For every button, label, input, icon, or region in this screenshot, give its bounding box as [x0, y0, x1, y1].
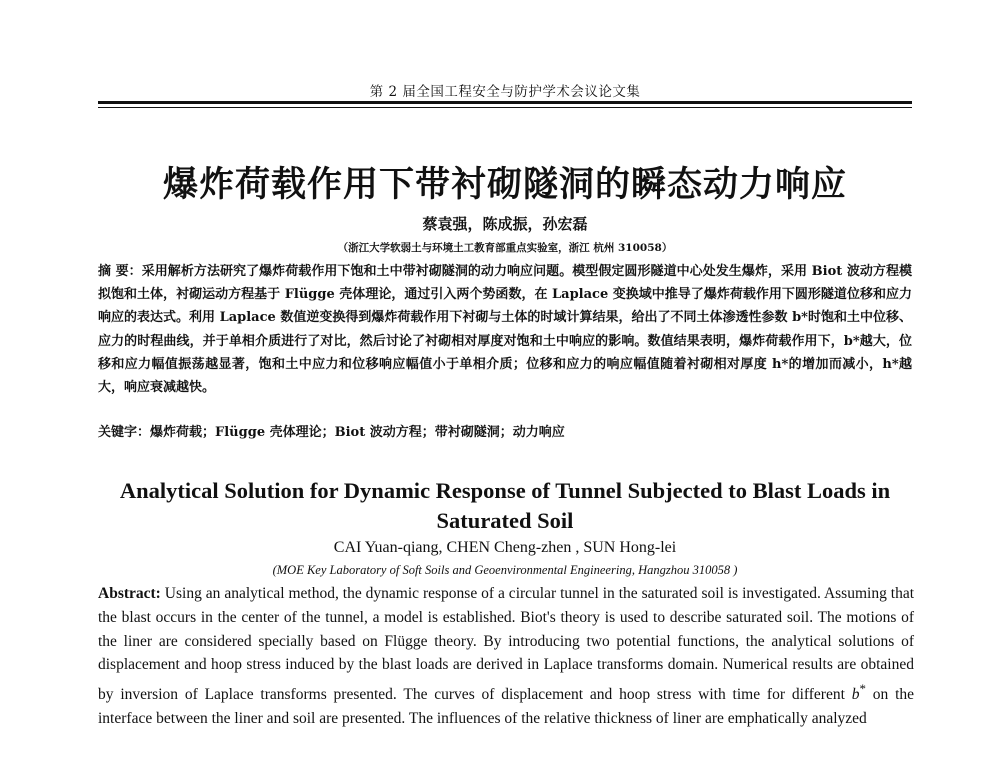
- chinese-keywords: [98, 422, 912, 444]
- header-rule-thin: [98, 107, 912, 108]
- english-abstract: [98, 582, 914, 731]
- english-affiliation: (MOE Key Laboratory of Soft Soils and Geoenvironmental Engineering, Hangzhou 310058 ): [272, 563, 738, 577]
- chinese-authors: 蔡袁强，陈成振，孙宏磊: [422, 215, 588, 233]
- abstract-symbol-b: b: [851, 686, 860, 704]
- running-header: 第 2 届全国工程安全与防护学术会议论文集: [369, 84, 641, 100]
- english-abstract-label: Abstract:: [98, 585, 161, 602]
- english-authors: CAI Yuan-qiang, CHEN Cheng-zhen , SUN Hong-lei: [333, 539, 677, 556]
- chinese-abstract-text: 采用解析方法研究了爆炸荷载作用下饱和土中带衬砌隧洞的动力响应问题。模型假定圆形隧道中心处发生爆炸，采用 Biot 波动方程模拟饱和土体，衬砌运动方程基于 Flügge 壳体理论，通过引入两个势函数，在 Laplace 变换域中推导了爆炸荷载作用下圆形隧道位移和应力响应的表达式。利用 Laplace 数值逆变换得到爆炸荷载作用下衬砌与土体的时域计算结果，给出了不同土体渗透性参数 b*时饱和土中位移、应力的时程曲线，并于单相介质进行了对比，然后讨论了衬砌相对厚度对饱和土中响应的影响。数值结果表明，爆炸荷载作用下，b*越大，位移和应力幅值振荡越显著，饱和土中应力和位移响应幅值小于单相介质；位移和应力的响应幅值随着衬砌相对厚度 h*的增加而减小，h*越大，响应衰减越快。: [98, 264, 913, 396]
- chinese-abstract-label: 摘 要：: [98, 264, 142, 279]
- chinese-affiliation: （浙江大学软弱土与环境土工教育部重点实验室，浙江 杭州 310058）: [337, 242, 673, 254]
- header-rule-thick: [98, 101, 912, 104]
- chinese-abstract: [98, 260, 912, 399]
- chinese-keywords-text: 爆炸荷载；Flügge 壳体理论；Biot 波动方程；带衬砌隧洞；动力响应: [150, 425, 565, 440]
- english-abstract-text-2: on the interface between the liner and soil are presented. The influences of the relative thickness of liner are emphatically analyzed: [98, 686, 915, 728]
- abstract-symbol-star: *: [859, 681, 866, 697]
- english-abstract-text-1: Using an analytical method, the dynamic response of a circular tunnel in the saturated soil is investigated. Assuming that the blast occurs in the center of the tunnel, a model is established. Biot's theory is used to describe saturated soil. The motions of the liner are considered specially based on Flügge theory. By introducing two potential functions, the analytical solutions of displacement and hoop stress induced by the blast loads are derived in Laplace transforms domain. Numerical results are obtained by inversion of Laplace transforms presented. The curves of displacement and hoop stress with time for different: [98, 585, 915, 704]
- english-title: Analytical Solution for Dynamic Response of Tunnel Subjected to Blast Loads in Saturated Soil: [119, 478, 891, 533]
- chinese-title: 爆炸荷载作用下带衬砌隧洞的瞬态动力响应: [162, 165, 847, 205]
- chinese-keywords-label: 关键字：: [98, 425, 151, 440]
